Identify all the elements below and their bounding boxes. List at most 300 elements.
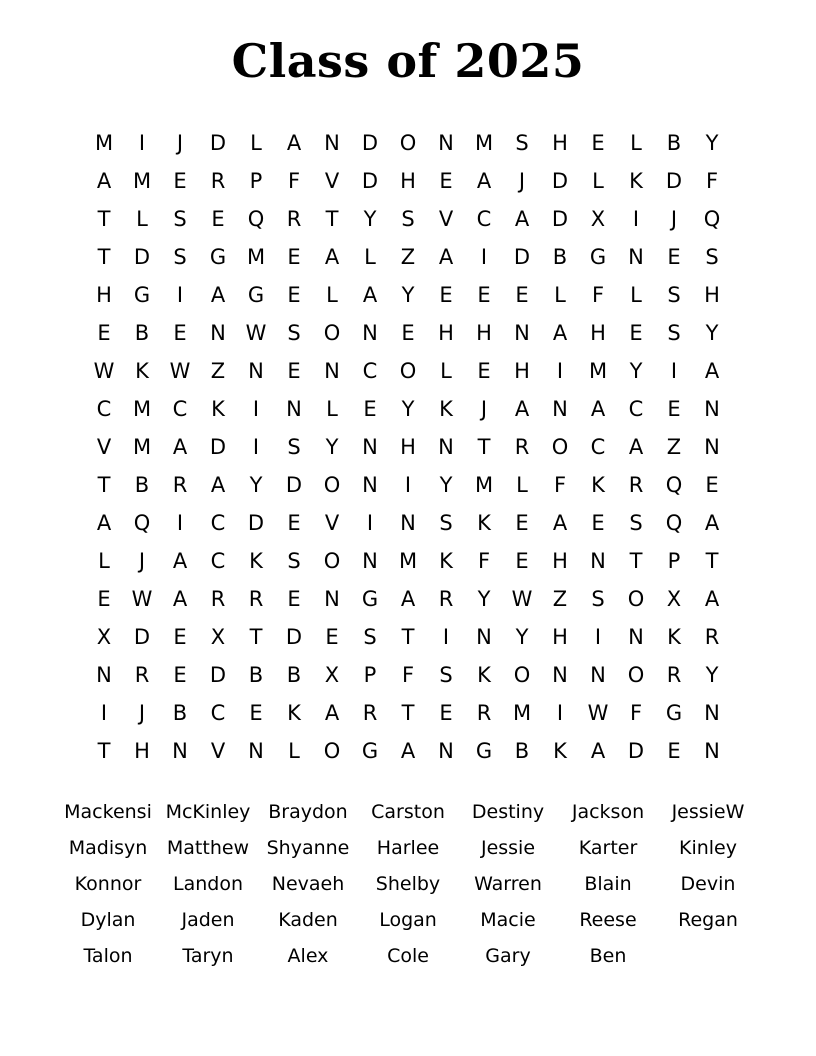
grid-cell: J bbox=[670, 207, 678, 231]
grid-cell: B bbox=[286, 663, 302, 687]
grid-cell: E bbox=[401, 321, 415, 345]
letter-grid bbox=[85, 124, 731, 770]
grid-cell: A bbox=[590, 739, 606, 763]
word-list-item: Talon bbox=[83, 945, 133, 967]
word-list-column bbox=[658, 794, 758, 974]
grid-cell: A bbox=[514, 397, 530, 421]
grid-cell: N bbox=[476, 625, 492, 649]
grid-cell: O bbox=[513, 663, 531, 687]
grid-cell: N bbox=[704, 397, 720, 421]
grid-cell: F bbox=[629, 701, 643, 725]
grid-cell: L bbox=[592, 169, 604, 193]
grid-cell: I bbox=[594, 625, 602, 649]
grid-cell: I bbox=[176, 283, 184, 307]
grid-cell: A bbox=[96, 511, 112, 535]
word-list bbox=[58, 794, 758, 974]
word-list-item: Shelby bbox=[375, 873, 441, 895]
grid-cell: V bbox=[324, 511, 340, 535]
grid-cell: C bbox=[210, 701, 226, 725]
grid-cell: C bbox=[210, 549, 226, 573]
grid-cell: I bbox=[404, 473, 412, 497]
grid-cell: B bbox=[172, 701, 188, 725]
grid-cell: W bbox=[245, 321, 267, 345]
grid-cell: K bbox=[135, 359, 149, 383]
grid-cell: Y bbox=[705, 131, 719, 155]
grid-cell: X bbox=[590, 207, 606, 231]
word-list-item: Braydon bbox=[268, 801, 348, 823]
word-list-item: Landon bbox=[173, 873, 243, 895]
grid-cell: O bbox=[323, 739, 341, 763]
grid-cell: E bbox=[363, 397, 377, 421]
grid-cell: I bbox=[556, 359, 564, 383]
grid-cell: T bbox=[401, 701, 415, 725]
grid-cell: S bbox=[705, 245, 719, 269]
grid-cell: T bbox=[477, 435, 491, 459]
grid-cell: N bbox=[514, 321, 530, 345]
grid-cell: K bbox=[477, 663, 491, 687]
grid-cell: A bbox=[362, 283, 378, 307]
grid-cell: E bbox=[515, 283, 529, 307]
grid-cell: C bbox=[628, 397, 644, 421]
grid-cell: A bbox=[628, 435, 644, 459]
grid-cell: N bbox=[324, 131, 340, 155]
grid-cell: J bbox=[138, 701, 146, 725]
grid-cell: O bbox=[551, 435, 569, 459]
grid-cell: A bbox=[172, 587, 188, 611]
grid-cell: H bbox=[438, 321, 454, 345]
grid-cell: E bbox=[287, 511, 301, 535]
grid-cell: S bbox=[591, 587, 605, 611]
grid-cell: M bbox=[398, 549, 418, 573]
grid-cell: E bbox=[591, 131, 605, 155]
word-list-item: Destiny bbox=[471, 801, 545, 823]
grid-cell: K bbox=[439, 549, 453, 573]
grid-cell: S bbox=[287, 549, 301, 573]
grid-cell: S bbox=[667, 321, 681, 345]
grid-cell: T bbox=[629, 549, 643, 573]
grid-cell: B bbox=[248, 663, 264, 687]
grid-cell: E bbox=[667, 739, 681, 763]
grid-cell: A bbox=[172, 549, 188, 573]
grid-cell: M bbox=[474, 131, 494, 155]
grid-cell: Y bbox=[705, 321, 719, 345]
word-list-item: Macie bbox=[480, 909, 536, 931]
word-list-item: Taryn bbox=[182, 945, 234, 967]
grid-cell: E bbox=[97, 321, 111, 345]
grid-cell: Y bbox=[629, 359, 643, 383]
grid-cell: C bbox=[96, 397, 112, 421]
grid-cell: H bbox=[552, 131, 568, 155]
word-list-item: Jessie bbox=[480, 837, 536, 859]
grid-cell: I bbox=[556, 701, 564, 725]
grid-cell: A bbox=[96, 169, 112, 193]
word-list-item: Reese bbox=[579, 909, 637, 931]
grid-cell: J bbox=[518, 169, 526, 193]
grid-cell: B bbox=[134, 473, 150, 497]
grid-cell: H bbox=[476, 321, 492, 345]
word-list-item: Madisyn bbox=[68, 837, 148, 859]
grid-cell: I bbox=[442, 625, 450, 649]
word-list-item: Carston bbox=[371, 801, 445, 823]
grid-cell: J bbox=[138, 549, 146, 573]
grid-cell: M bbox=[132, 169, 152, 193]
grid-cell: Q bbox=[665, 473, 683, 497]
grid-cell: V bbox=[210, 739, 226, 763]
grid-cell: E bbox=[173, 169, 187, 193]
grid-cell: O bbox=[323, 549, 341, 573]
grid-cell: N bbox=[628, 245, 644, 269]
grid-cell: D bbox=[209, 435, 227, 459]
grid-cell: A bbox=[704, 359, 720, 383]
grid-cell: E bbox=[97, 587, 111, 611]
grid-cell: O bbox=[627, 663, 645, 687]
grid-cell: E bbox=[287, 359, 301, 383]
grid-cell: C bbox=[210, 511, 226, 535]
grid-cell: R bbox=[476, 701, 492, 725]
word-list-item: Jackson bbox=[571, 801, 645, 823]
grid-cell: T bbox=[97, 473, 111, 497]
grid-cell: E bbox=[173, 625, 187, 649]
grid-cell: O bbox=[323, 321, 341, 345]
grid-cell: Y bbox=[363, 207, 377, 231]
grid-cell: W bbox=[93, 359, 115, 383]
grid-cell: F bbox=[553, 473, 567, 497]
grid-cell: E bbox=[439, 169, 453, 193]
grid-cell: D bbox=[361, 169, 379, 193]
grid-cell: N bbox=[400, 511, 416, 535]
grid-cell: A bbox=[552, 321, 568, 345]
grid-cell: F bbox=[705, 169, 719, 193]
grid-cell: N bbox=[552, 663, 568, 687]
grid-cell: G bbox=[209, 245, 227, 269]
grid-cell: D bbox=[361, 131, 379, 155]
grid-cell: E bbox=[591, 511, 605, 535]
grid-cell: Y bbox=[439, 473, 453, 497]
grid-cell: L bbox=[364, 245, 376, 269]
grid-cell: I bbox=[366, 511, 374, 535]
grid-cell: E bbox=[629, 321, 643, 345]
grid-cell: A bbox=[590, 397, 606, 421]
grid-cell: D bbox=[285, 473, 303, 497]
grid-cell: J bbox=[176, 131, 184, 155]
grid-cell: M bbox=[512, 701, 532, 725]
grid-cell: N bbox=[362, 549, 378, 573]
grid-cell: A bbox=[286, 131, 302, 155]
grid-cell: L bbox=[630, 131, 642, 155]
word-list-item: Gary bbox=[485, 945, 531, 967]
grid-cell: P bbox=[249, 169, 263, 193]
grid-cell: N bbox=[704, 435, 720, 459]
grid-cell: N bbox=[324, 587, 340, 611]
grid-cell: H bbox=[590, 321, 606, 345]
grid-cell: N bbox=[704, 701, 720, 725]
grid-cell: N bbox=[210, 321, 226, 345]
word-list-item: Logan bbox=[379, 909, 437, 931]
grid-cell: E bbox=[667, 245, 681, 269]
grid-cell: A bbox=[514, 207, 530, 231]
word-list-item: Ben bbox=[589, 945, 627, 967]
grid-cell: S bbox=[363, 625, 377, 649]
grid-cell: R bbox=[438, 587, 454, 611]
grid-cell: N bbox=[286, 397, 302, 421]
grid-cell: D bbox=[133, 625, 151, 649]
grid-cell: A bbox=[324, 701, 340, 725]
word-list-item: McKinley bbox=[165, 801, 251, 823]
grid-cell: G bbox=[361, 587, 379, 611]
grid-cell: E bbox=[439, 283, 453, 307]
word-list-column bbox=[58, 794, 158, 974]
grid-cell: I bbox=[100, 701, 108, 725]
grid-cell: X bbox=[96, 625, 112, 649]
grid-cell: N bbox=[590, 549, 606, 573]
grid-cell: H bbox=[134, 739, 150, 763]
grid-cell: E bbox=[173, 321, 187, 345]
grid-cell: Z bbox=[552, 587, 568, 611]
grid-cell: R bbox=[362, 701, 378, 725]
grid-cell: W bbox=[131, 587, 153, 611]
grid-cell: V bbox=[438, 207, 454, 231]
grid-cell: N bbox=[96, 663, 112, 687]
word-list-item: Mackensi bbox=[64, 801, 152, 823]
word-list-item: Dylan bbox=[80, 909, 136, 931]
grid-cell: D bbox=[551, 169, 569, 193]
grid-cell: L bbox=[516, 473, 528, 497]
grid-cell: V bbox=[324, 169, 340, 193]
grid-cell: S bbox=[667, 283, 681, 307]
grid-cell: T bbox=[705, 549, 719, 573]
grid-cell: B bbox=[134, 321, 150, 345]
grid-cell: N bbox=[438, 131, 454, 155]
grid-cell: L bbox=[440, 359, 452, 383]
grid-cell: T bbox=[97, 245, 111, 269]
grid-cell: H bbox=[400, 169, 416, 193]
grid-cell: G bbox=[133, 283, 151, 307]
grid-cell: E bbox=[211, 207, 225, 231]
grid-cell: E bbox=[249, 701, 263, 725]
grid-cell: W bbox=[511, 587, 533, 611]
word-list-item: Warren bbox=[474, 873, 542, 895]
grid-cell: S bbox=[629, 511, 643, 535]
grid-cell: T bbox=[97, 739, 111, 763]
grid-cell: G bbox=[589, 245, 607, 269]
grid-cell: T bbox=[401, 625, 415, 649]
grid-cell: Y bbox=[705, 663, 719, 687]
grid-cell: K bbox=[249, 549, 263, 573]
grid-cell: E bbox=[173, 663, 187, 687]
grid-cell: E bbox=[287, 587, 301, 611]
grid-cell: Y bbox=[515, 625, 529, 649]
grid-cell: M bbox=[132, 435, 152, 459]
grid-cell: M bbox=[588, 359, 608, 383]
grid-cell: V bbox=[96, 435, 112, 459]
grid-cell: E bbox=[515, 511, 529, 535]
word-list-column bbox=[258, 794, 358, 974]
grid-cell: S bbox=[287, 321, 301, 345]
grid-cell: K bbox=[591, 473, 605, 497]
grid-cell: O bbox=[627, 587, 645, 611]
grid-cell: P bbox=[363, 663, 377, 687]
word-list-column bbox=[158, 794, 258, 974]
grid-cell: D bbox=[285, 625, 303, 649]
word-list-item: Karter bbox=[578, 837, 638, 859]
grid-cell: R bbox=[628, 473, 644, 497]
grid-cell: F bbox=[287, 169, 301, 193]
grid-cell: F bbox=[401, 663, 415, 687]
grid-cell: L bbox=[98, 549, 110, 573]
grid-cell: S bbox=[401, 207, 415, 231]
grid-cell: F bbox=[591, 283, 605, 307]
word-list-item: Kaden bbox=[278, 909, 338, 931]
grid-cell: R bbox=[210, 169, 226, 193]
grid-cell: T bbox=[249, 625, 263, 649]
grid-cell: H bbox=[552, 625, 568, 649]
grid-cell: Y bbox=[401, 397, 415, 421]
grid-cell: H bbox=[552, 549, 568, 573]
word-list-item: Alex bbox=[287, 945, 329, 967]
grid-cell: A bbox=[210, 473, 226, 497]
grid-cell: A bbox=[324, 245, 340, 269]
grid-cell: N bbox=[438, 435, 454, 459]
grid-cell: S bbox=[439, 511, 453, 535]
word-list-item: Harlee bbox=[376, 837, 440, 859]
grid-cell: G bbox=[665, 701, 683, 725]
grid-cell: A bbox=[476, 169, 492, 193]
grid-cell: N bbox=[324, 359, 340, 383]
grid-cell: L bbox=[630, 283, 642, 307]
grid-cell: B bbox=[514, 739, 530, 763]
grid-cell: N bbox=[248, 739, 264, 763]
grid-cell: H bbox=[704, 283, 720, 307]
grid-cell: N bbox=[590, 663, 606, 687]
grid-cell: G bbox=[361, 739, 379, 763]
grid-cell: X bbox=[210, 625, 226, 649]
grid-cell: G bbox=[247, 283, 265, 307]
grid-cell: Y bbox=[477, 587, 491, 611]
grid-cell: C bbox=[590, 435, 606, 459]
word-list-item: Blain bbox=[584, 873, 632, 895]
grid-cell: E bbox=[325, 625, 339, 649]
grid-cell: I bbox=[252, 435, 260, 459]
word-list-item: Cole bbox=[387, 945, 429, 967]
grid-cell: I bbox=[252, 397, 260, 421]
grid-cell: G bbox=[475, 739, 493, 763]
word-list-item: Regan bbox=[678, 909, 738, 931]
grid-cell: A bbox=[704, 511, 720, 535]
grid-cell: D bbox=[513, 245, 531, 269]
grid-cell: E bbox=[667, 397, 681, 421]
grid-cell: D bbox=[551, 207, 569, 231]
grid-cell: Z bbox=[400, 245, 416, 269]
grid-cell: I bbox=[670, 359, 678, 383]
grid-cell: Q bbox=[247, 207, 265, 231]
word-list-column bbox=[358, 794, 458, 974]
grid-cell: R bbox=[134, 663, 150, 687]
grid-cell: F bbox=[477, 549, 491, 573]
grid-cell: L bbox=[554, 283, 566, 307]
grid-cell: X bbox=[666, 587, 682, 611]
grid-cell: K bbox=[211, 397, 225, 421]
grid-cell: D bbox=[133, 245, 151, 269]
grid-cell: P bbox=[667, 549, 681, 573]
grid-cell: Z bbox=[666, 435, 682, 459]
grid-cell: S bbox=[439, 663, 453, 687]
grid-cell: L bbox=[250, 131, 262, 155]
grid-cell: X bbox=[324, 663, 340, 687]
grid-cell: J bbox=[480, 397, 488, 421]
grid-cell: K bbox=[553, 739, 567, 763]
grid-cell: Z bbox=[210, 359, 226, 383]
grid-cell: A bbox=[172, 435, 188, 459]
word-list-item: Matthew bbox=[166, 837, 250, 859]
grid-cell: Q bbox=[665, 511, 683, 535]
grid-cell: E bbox=[477, 359, 491, 383]
grid-cell: L bbox=[326, 283, 338, 307]
grid-cell: D bbox=[209, 663, 227, 687]
page-title: Class of 2025 bbox=[231, 34, 585, 88]
grid-cell: N bbox=[172, 739, 188, 763]
grid-cell: N bbox=[552, 397, 568, 421]
grid-cell: W bbox=[587, 701, 609, 725]
grid-cell: R bbox=[286, 207, 302, 231]
word-list-item: JessieW bbox=[671, 801, 745, 823]
grid-cell: E bbox=[439, 701, 453, 725]
word-list-item: Nevaeh bbox=[271, 873, 345, 895]
grid-cell: Y bbox=[325, 435, 339, 459]
word-list-column bbox=[458, 794, 558, 974]
grid-cell: Q bbox=[133, 511, 151, 535]
grid-cell: R bbox=[248, 587, 264, 611]
grid-cell: H bbox=[96, 283, 112, 307]
grid-cell: S bbox=[173, 207, 187, 231]
grid-cell: R bbox=[172, 473, 188, 497]
grid-cell: K bbox=[667, 625, 681, 649]
grid-cell: N bbox=[248, 359, 264, 383]
grid-cell: N bbox=[438, 739, 454, 763]
grid-cell: R bbox=[514, 435, 530, 459]
grid-cell: D bbox=[247, 511, 265, 535]
grid-cell: K bbox=[629, 169, 643, 193]
grid-cell: K bbox=[439, 397, 453, 421]
grid-cell: A bbox=[400, 739, 416, 763]
grid-cell: L bbox=[136, 207, 148, 231]
grid-cell: O bbox=[323, 473, 341, 497]
grid-cell: S bbox=[287, 435, 301, 459]
grid-cell: H bbox=[514, 359, 530, 383]
grid-cell: A bbox=[438, 245, 454, 269]
grid-cell: E bbox=[515, 549, 529, 573]
grid-cell: T bbox=[325, 207, 339, 231]
grid-cell: E bbox=[477, 283, 491, 307]
word-list-item: Jaden bbox=[181, 909, 235, 931]
grid-cell: A bbox=[210, 283, 226, 307]
grid-cell: W bbox=[169, 359, 191, 383]
grid-cell: D bbox=[627, 739, 645, 763]
grid-cell: Y bbox=[249, 473, 263, 497]
grid-cell: I bbox=[480, 245, 488, 269]
word-list-item: Shyanne bbox=[266, 837, 350, 859]
grid-cell: N bbox=[704, 739, 720, 763]
word-list-item: Konnor bbox=[74, 873, 142, 895]
grid-cell: R bbox=[666, 663, 682, 687]
grid-cell: R bbox=[704, 625, 720, 649]
grid-cell: N bbox=[362, 321, 378, 345]
word-list-item: Kinley bbox=[679, 837, 737, 859]
grid-cell: A bbox=[400, 587, 416, 611]
grid-cell: N bbox=[362, 435, 378, 459]
grid-cell: R bbox=[210, 587, 226, 611]
grid-cell: T bbox=[97, 207, 111, 231]
grid-cell: E bbox=[705, 473, 719, 497]
